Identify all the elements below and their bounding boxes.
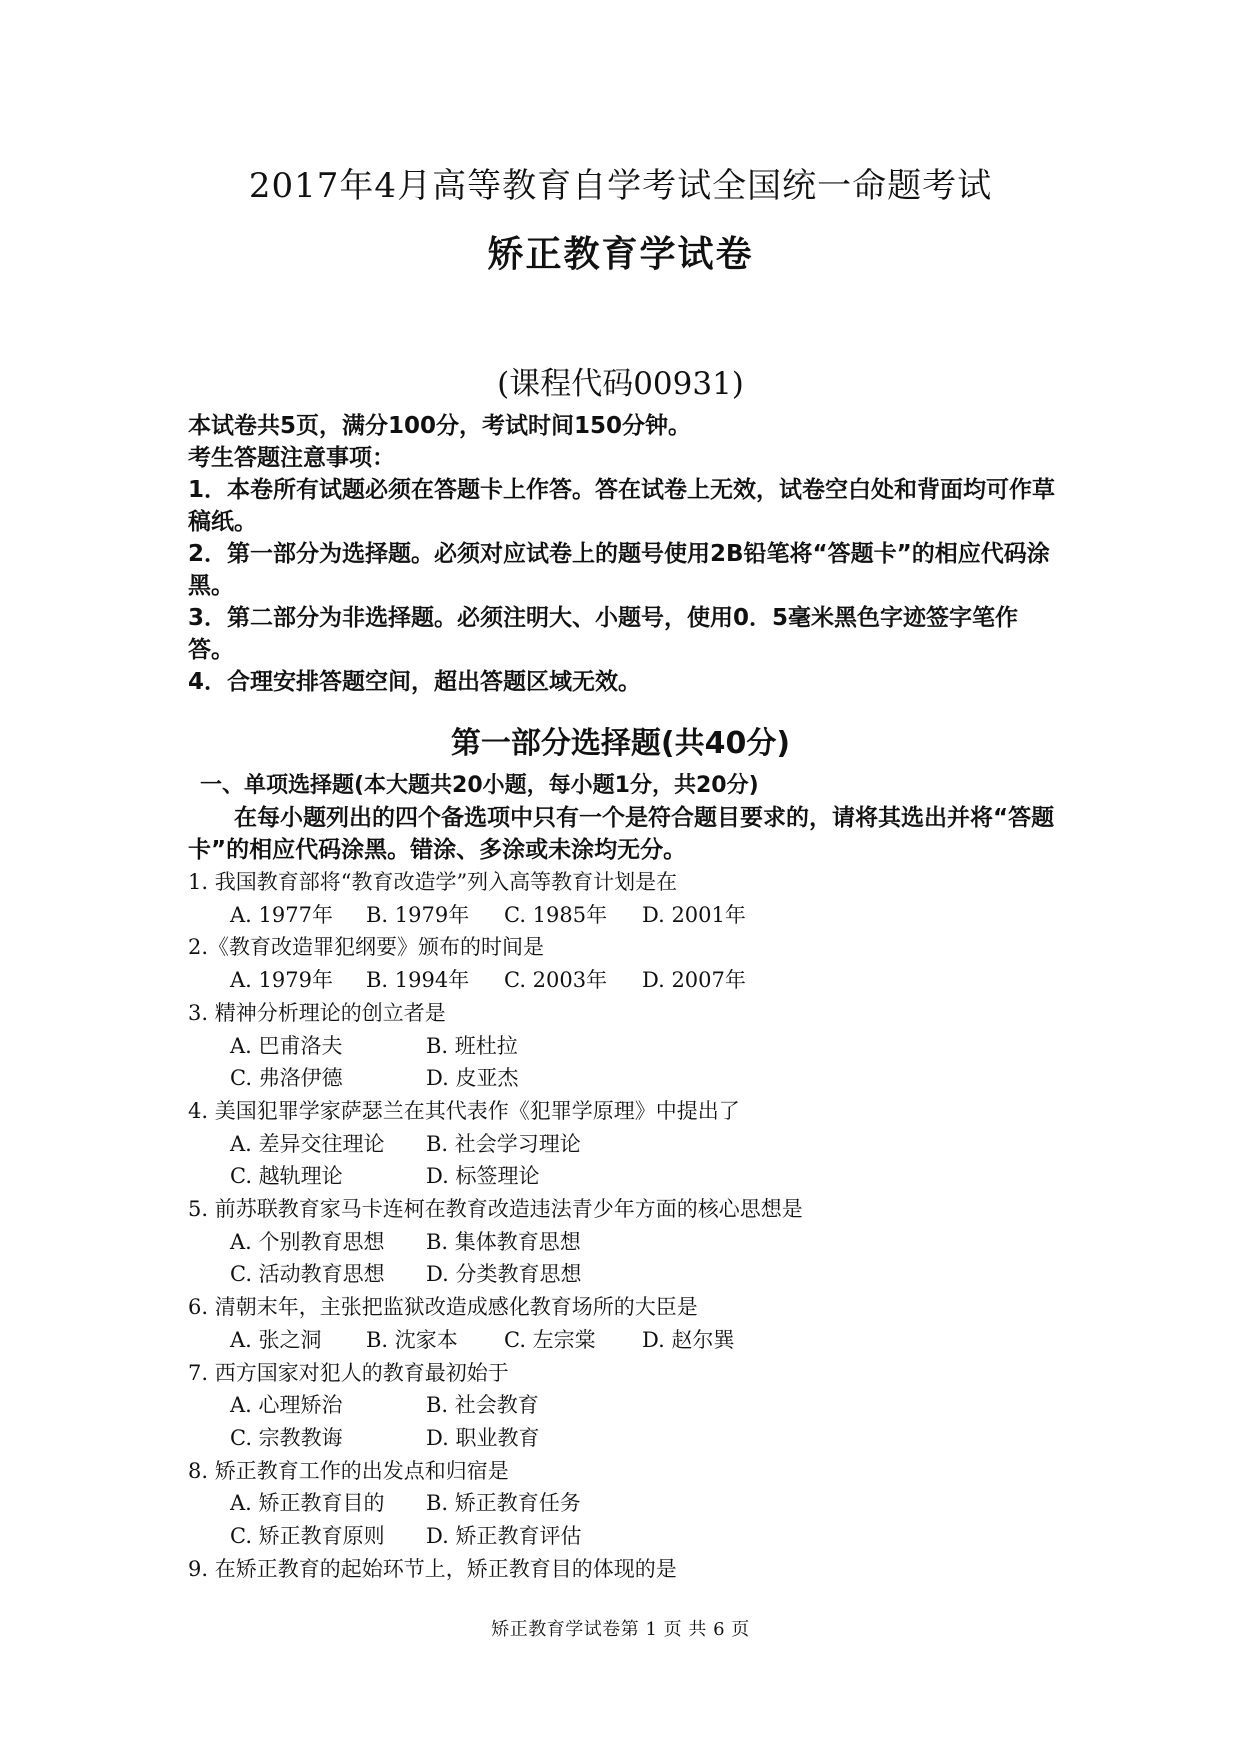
answer-option: D. 职业教育 [426,1425,540,1450]
answer-option: C. 宗教教诲 [230,1425,343,1450]
option-row [188,1258,1068,1291]
question-list [188,866,1068,1585]
paper-title: 矫正教育学试卷 [487,234,754,275]
answer-option: C. 1985年 [504,902,608,927]
option-row [188,1160,1068,1193]
answer-option: B. 矫正教育任务 [426,1491,581,1516]
option-row [188,899,1068,932]
question-stem: 4. 美国犯罪学家萨瑟兰在其代表作《犯罪学原理》中提出了 [188,1098,740,1123]
notes-item: 4．合理安排答题空间，超出答题区域无效。 [188,669,642,695]
question-stem: 5. 前苏联教育家马卡连柯在教育改造违法青少年方面的核心思想是 [188,1197,803,1222]
option-row [188,1062,1068,1095]
question-stem: 2.《教育改造罪犯纲要》颁布的时间是 [188,935,545,960]
question-stem: 7. 西方国家对犯人的教育最初始于 [188,1360,509,1385]
option-row [188,964,1068,997]
option-row [188,1487,1068,1520]
answer-option: D. 矫正教育评估 [426,1524,582,1549]
answer-option: C. 越轨理论 [230,1164,343,1189]
answer-option: A. 巴甫洛夫 [230,1033,343,1058]
notes-heading: 考生答题注意事项： [188,445,395,471]
exam-notes [188,410,1063,698]
answer-option: B. 沈家本 [366,1327,458,1352]
course-code: (课程代码00931) [497,366,744,402]
answer-option: C. 左宗棠 [504,1327,596,1352]
answer-option: D. 赵尔巽 [642,1327,735,1352]
answer-option: A. 1977年 [230,902,333,927]
notes-summary: 本试卷共5页，满分100分，考试时间150分钟。 [188,413,692,439]
answer-option: A. 1979年 [230,968,333,993]
notes-item: 3．第二部分为非选择题。必须注明大、小题号，使用0．5毫米黑色字迹签字笔作答。 [188,605,1019,663]
answer-option: D. 分类教育思想 [426,1262,582,1287]
notes-item: 1．本卷所有试题必须在答题卡上作答。答在试卷上无效，试卷空白处和背面均可作草稿纸。 [188,477,1056,535]
answer-option: D. 皮亚杰 [426,1066,519,1091]
section-instructions: 在每小题列出的四个备选项中只有一个是符合题目要求的，请将其选出并将“答题卡”的相应代码涂黑。错涂、多涂或未涂均无分。 [188,805,1055,863]
option-row [188,1128,1068,1161]
option-row [188,1324,1068,1357]
answer-option: A. 差异交往理论 [230,1131,385,1156]
question-stem: 9. 在矫正教育的起始环节上，矫正教育目的体现的是 [188,1556,677,1581]
option-row [188,1030,1068,1063]
question-stem: 6. 清朝末年，主张把监狱改造成感化教育场所的大臣是 [188,1295,698,1320]
answer-option: B. 集体教育思想 [426,1229,581,1254]
option-row [188,1520,1068,1553]
answer-option: A. 心理矫治 [230,1393,343,1418]
answer-option: C. 矫正教育原则 [230,1524,385,1549]
question-stem: 1. 我国教育部将“教育改造学”列入高等教育计划是在 [188,870,678,894]
answer-option: B. 1994年 [366,968,470,993]
answer-option: C. 活动教育思想 [230,1262,385,1287]
option-row [188,1226,1068,1259]
answer-option: B. 社会学习理论 [426,1131,581,1156]
answer-option: D. 标签理论 [426,1164,540,1189]
answer-option: D. 2007年 [642,968,746,993]
option-row [188,1389,1068,1422]
answer-option: A. 矫正教育目的 [230,1491,385,1516]
answer-option: B. 班杜拉 [426,1033,518,1058]
option-row [188,1422,1068,1455]
page-footer: 矫正教育学试卷第 1 页 共 6 页 [491,1619,750,1640]
question-stem: 8. 矫正教育工作的出发点和归宿是 [188,1458,509,1483]
notes-item: 2．第一部分为选择题。必须对应试卷上的题号使用2B铅笔将“答题卡”的相应代码涂黑。 [188,541,1050,599]
answer-option: A. 张之洞 [230,1327,322,1352]
question-stem: 3. 精神分析理论的创立者是 [188,1000,446,1025]
section-heading: 一、单项选择题(本大题共20小题，每小题1分，共20分) [200,773,759,798]
answer-option: B. 社会教育 [426,1393,539,1418]
answer-option: C. 2003年 [504,968,608,993]
answer-option: C. 弗洛伊德 [230,1066,343,1091]
part-one-title: 第一部分选择题(共40分) [450,726,791,761]
answer-option: B. 1979年 [366,902,470,927]
answer-option: D. 2001年 [642,902,746,927]
answer-option: A. 个别教育思想 [230,1229,385,1254]
exam-title: 2017年4月高等教育自学考试全国统一命题考试 [248,166,993,206]
